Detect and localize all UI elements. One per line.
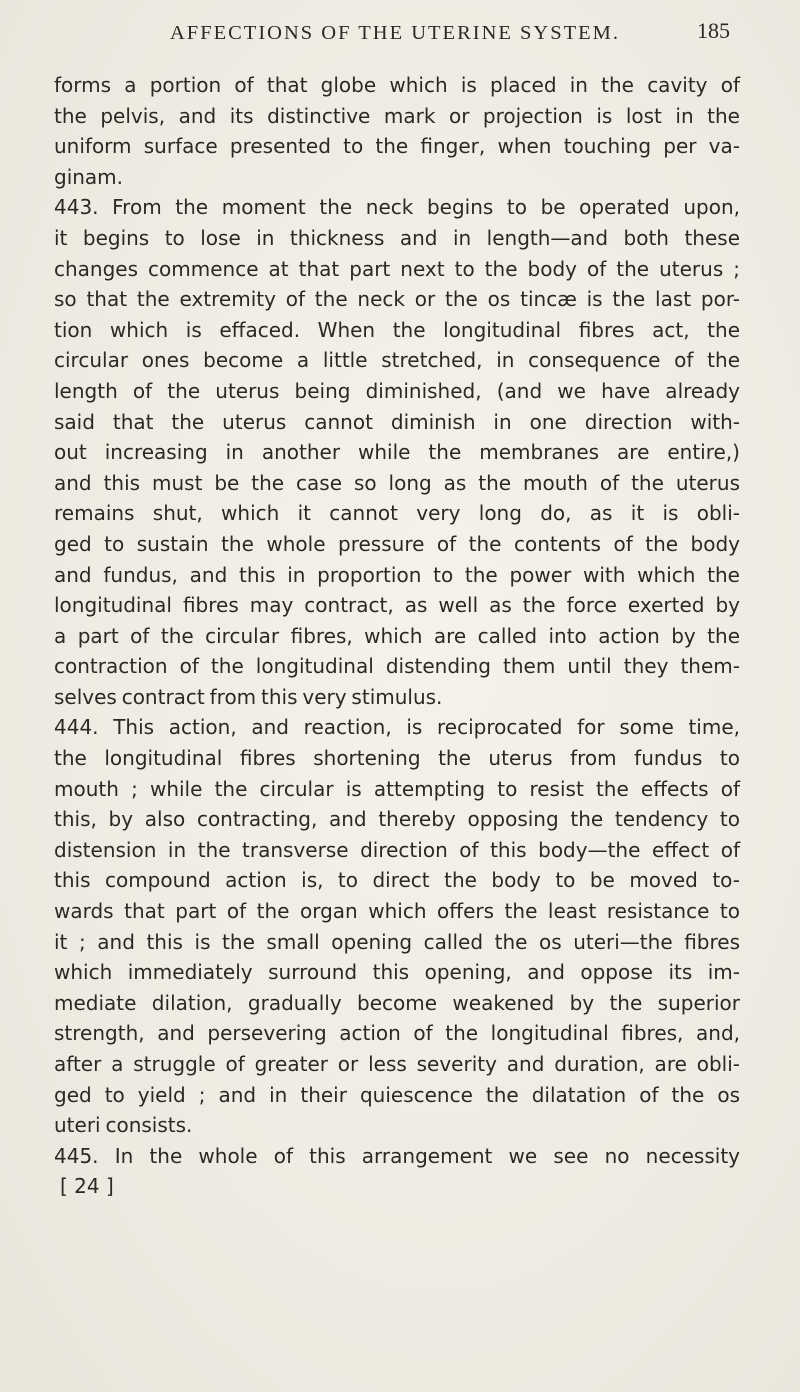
text-line: 445. In the whole of this arrangement we see no necessity (54, 1143, 740, 1168)
text-line: mouth ; while the circular is attempting to resist the effects of (54, 776, 740, 801)
text-line: which immediately surround this opening, and oppose its im- (54, 960, 740, 985)
body-text (54, 70, 740, 1202)
text-line: ged to sustain the whole pressure of the contents of the body (54, 531, 740, 556)
text-line: uteri consists. (54, 1113, 193, 1138)
text-line: contraction of the longitudinal distending them until they them- (54, 654, 740, 679)
text-line: the pelvis, and its distinctive mark or projection is lost in the (54, 103, 740, 128)
text-line: changes commence at that part next to the body of the uterus ; (54, 256, 740, 281)
text-line: a part of the circular fibres, which are called into action by the (54, 623, 740, 648)
text-line: remains shut, which it cannot very long do, as it is obli- (54, 501, 740, 526)
text-line: this, by also contracting, and thereby opposing the tendency to (54, 807, 740, 832)
text-line: tion which is effaced. When the longitudinal fibres act, the (54, 317, 740, 342)
text-line: and this must be the case so long as the mouth of the uterus (54, 470, 740, 495)
text-line: and fundus, and this in proportion to the power with which the (54, 562, 740, 587)
text-line: 444. This action, and reaction, is reciprocated for some time, (54, 715, 740, 740)
text-line: uniform surface presented to the finger, when touching per va- (54, 134, 740, 159)
text-line: longitudinal fibres may contract, as well as the force exerted by (54, 593, 740, 618)
page-header (150, 12, 740, 46)
text-line: it ; and this is the small opening called the os uteri—the fibres (54, 929, 740, 954)
text-line: forms a portion of that globe which is placed in the cavity of (54, 73, 740, 97)
text-line: the longitudinal fibres shortening the uterus from fundus to (54, 746, 740, 771)
text-line: ged to yield ; and in their quiescence the dilatation of the os (54, 1082, 740, 1107)
text-line: selves contract from this very stimulus. (54, 684, 443, 709)
text-line: length of the uterus being diminished, (and we have already (54, 378, 740, 403)
text-line: out increasing in another while the membranes are entire,) (54, 440, 740, 465)
text-line: after a struggle of greater or less severity and duration, are obli- (54, 1052, 740, 1076)
text-line: ginam. (54, 164, 124, 189)
text-line: distension in the transverse direction of this body—the effect of (54, 837, 740, 862)
text-line: this compound action is, to direct the body to be moved to- (54, 868, 740, 893)
text-line: strength, and persevering action of the longitudinal fibres, and, (54, 1021, 740, 1046)
text-line: wards that part of the organ which offers the least resistance to (54, 899, 740, 924)
text-line: 443. From the moment the neck begins to be operated upon, (54, 195, 740, 220)
running-head: AFFECTIONS OF THE UTERINE SYSTEM. (170, 22, 621, 44)
text-line: it begins to lose in thickness and in length—and both these (54, 225, 740, 250)
text-line: mediate dilation, gradually become weakened by the superior (54, 990, 740, 1015)
page-number: 185 (697, 18, 730, 43)
text-line: said that the uterus cannot diminish in one direction with- (54, 409, 740, 434)
text-line: circular ones become a little stretched, in consequence of the (54, 348, 740, 373)
signature-mark: [ 24 ] (60, 1174, 114, 1199)
text-line: so that the extremity of the neck or the os tincæ is the last por- (54, 287, 740, 312)
